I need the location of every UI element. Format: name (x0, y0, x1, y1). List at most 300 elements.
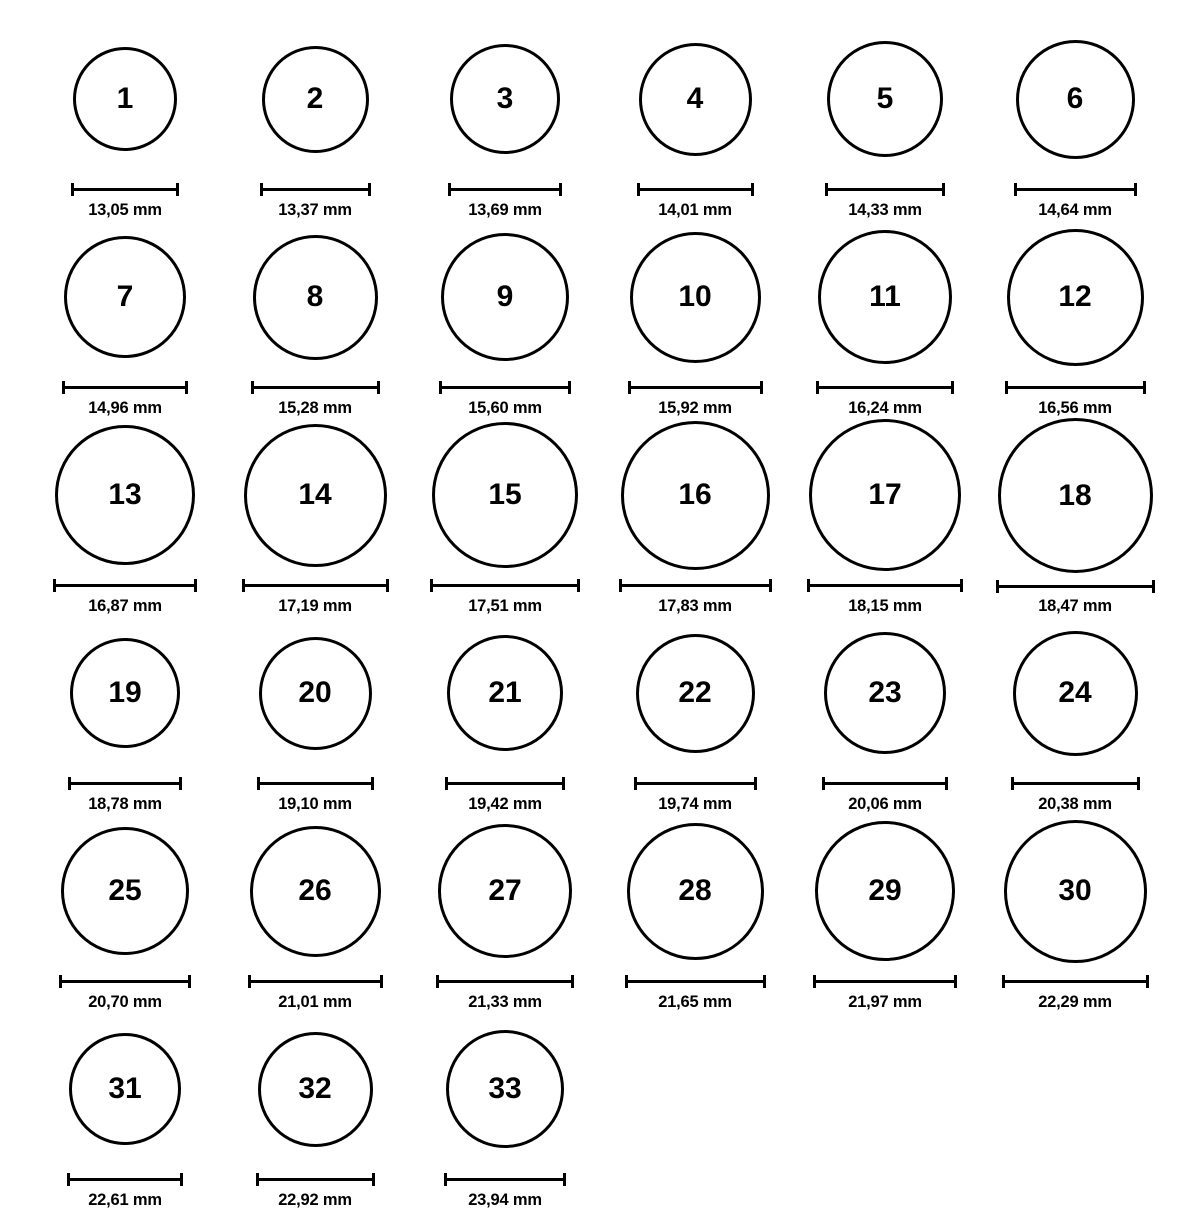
diameter-label: 18,78 mm (88, 795, 162, 813)
measure-bar-left-cap (59, 975, 62, 988)
measure-bar-right-cap (754, 777, 757, 790)
ring-size-cell[interactable] (410, 418, 600, 616)
measure-bar-right-cap (763, 975, 766, 988)
ring-size-cell[interactable] (410, 814, 600, 1012)
ring-circle[interactable] (630, 232, 761, 363)
measure-bar-line (807, 584, 963, 587)
ring-circle[interactable] (55, 425, 195, 565)
diameter-measure-bar (816, 381, 954, 393)
ring-size-number: 10 (678, 280, 712, 314)
measure-bar-line (448, 188, 562, 191)
ring-size-number: 3 (496, 82, 514, 116)
ring-circle[interactable] (250, 826, 381, 957)
measure-bar-line (1005, 386, 1146, 389)
size-row (30, 616, 1170, 814)
ring-size-cell[interactable] (410, 22, 600, 220)
diameter-label: 17,83 mm (658, 597, 732, 615)
size-row (30, 1012, 1170, 1210)
ring-size-cell[interactable] (220, 616, 410, 814)
diameter-label: 22,61 mm (88, 1191, 162, 1209)
ring-circle-wrapper (70, 616, 180, 770)
measure-bar-right-cap (945, 777, 948, 790)
measure-bar-line (628, 386, 763, 389)
diameter-measure-bar (628, 381, 763, 393)
ring-size-cell[interactable] (410, 1012, 600, 1210)
ring-circle-wrapper (446, 1012, 564, 1166)
diameter-label: 13,69 mm (468, 201, 542, 219)
ring-circle-wrapper (447, 616, 563, 770)
ring-size-number: 15 (488, 478, 522, 512)
measure-bar-left-cap (628, 381, 631, 394)
ring-circle-wrapper (824, 616, 946, 770)
diameter-label: 17,51 mm (468, 597, 542, 615)
ring-size-cell[interactable] (790, 22, 980, 220)
ring-size-number: 19 (108, 676, 142, 710)
ring-size-number: 7 (116, 280, 134, 314)
measure-bar-line (1002, 980, 1149, 983)
diameter-label: 19,74 mm (658, 795, 732, 813)
measure-bar-right-cap (380, 975, 383, 988)
diameter-measure-bar (448, 183, 562, 195)
diameter-label: 19,10 mm (278, 795, 352, 813)
diameter-label: 16,56 mm (1038, 399, 1112, 417)
diameter-label: 14,01 mm (658, 201, 732, 219)
diameter-measure-bar (1014, 183, 1137, 195)
measure-bar-line (619, 584, 772, 587)
measure-bar-left-cap (251, 381, 254, 394)
ring-circle[interactable] (244, 424, 387, 567)
ring-circle-wrapper (441, 220, 569, 374)
measure-bar-line (53, 584, 197, 587)
ring-circle[interactable] (73, 47, 177, 151)
measure-bar-line (251, 386, 380, 389)
measure-bar-left-cap (813, 975, 816, 988)
ring-circle-wrapper (809, 418, 961, 572)
ring-size-cell[interactable] (980, 22, 1170, 220)
measure-bar-line (996, 585, 1155, 588)
ring-circle-wrapper (253, 220, 378, 374)
measure-bar-right-cap (1143, 381, 1146, 394)
measure-bar-line (825, 188, 945, 191)
measure-bar-left-cap (248, 975, 251, 988)
ring-circle-wrapper (432, 418, 578, 572)
measure-bar-left-cap (242, 579, 245, 592)
diameter-measure-bar (436, 975, 574, 987)
measure-bar-left-cap (257, 777, 260, 790)
ring-circle-wrapper (450, 22, 560, 176)
measure-bar-right-cap (954, 975, 957, 988)
measure-bar-left-cap (1005, 381, 1008, 394)
measure-bar-line (260, 188, 371, 191)
ring-circle-wrapper (1013, 616, 1138, 770)
measure-bar-left-cap (445, 777, 448, 790)
measure-bar-left-cap (448, 183, 451, 196)
ring-size-cell[interactable] (980, 814, 1170, 1012)
ring-size-cell[interactable] (220, 1012, 410, 1210)
ring-size-cell[interactable] (790, 418, 980, 616)
ring-circle-wrapper (250, 814, 381, 968)
ring-size-number: 17 (868, 478, 902, 512)
measure-bar-line (68, 782, 182, 785)
measure-bar-line (59, 980, 191, 983)
ring-circle-wrapper (998, 418, 1153, 573)
measure-bar-left-cap (825, 183, 828, 196)
diameter-measure-bar (439, 381, 571, 393)
diameter-measure-bar (68, 777, 182, 789)
ring-circle-wrapper (55, 418, 195, 572)
measure-bar-left-cap (625, 975, 628, 988)
ring-size-number: 5 (876, 82, 894, 116)
measure-bar-left-cap (68, 777, 71, 790)
ring-circle[interactable] (253, 235, 378, 360)
diameter-measure-bar (1005, 381, 1146, 393)
ring-circle-wrapper (827, 22, 943, 176)
diameter-label: 20,70 mm (88, 993, 162, 1011)
diameter-measure-bar (242, 579, 389, 591)
ring-size-number: 1 (116, 82, 134, 116)
diameter-label: 13,05 mm (88, 201, 162, 219)
diameter-measure-bar (637, 183, 754, 195)
ring-size-cell[interactable] (600, 814, 790, 1012)
ring-size-cell[interactable] (30, 616, 220, 814)
ring-size-cell[interactable] (600, 616, 790, 814)
diameter-label: 23,94 mm (468, 1191, 542, 1209)
ring-size-number: 21 (488, 676, 522, 710)
diameter-label: 13,37 mm (278, 201, 352, 219)
diameter-label: 16,24 mm (848, 399, 922, 417)
measure-bar-left-cap (436, 975, 439, 988)
ring-size-cell[interactable] (30, 220, 220, 418)
measure-bar-right-cap (377, 381, 380, 394)
ring-circle-wrapper (438, 814, 572, 968)
diameter-measure-bar (1002, 975, 1149, 987)
measure-bar-right-cap (386, 579, 389, 592)
ring-circle-wrapper (69, 1012, 181, 1166)
measure-bar-left-cap (71, 183, 74, 196)
ring-size-number: 13 (108, 478, 142, 512)
measure-bar-right-cap (760, 381, 763, 394)
diameter-measure-bar (256, 1173, 375, 1185)
measure-bar-line (436, 980, 574, 983)
ring-size-number: 32 (298, 1072, 332, 1106)
ring-circle-wrapper (73, 22, 177, 176)
ring-circle[interactable] (259, 637, 372, 750)
ring-circle[interactable] (70, 638, 180, 748)
measure-bar-line (1014, 188, 1137, 191)
ring-circle[interactable] (1016, 40, 1135, 159)
ring-circle-wrapper (1007, 220, 1144, 374)
measure-bar-left-cap (1011, 777, 1014, 790)
diameter-label: 18,47 mm (1038, 597, 1112, 615)
diameter-label: 18,15 mm (848, 597, 922, 615)
ring-circle[interactable] (998, 418, 1153, 573)
ring-size-number: 11 (869, 280, 901, 314)
measure-bar-left-cap (822, 777, 825, 790)
diameter-label: 19,42 mm (468, 795, 542, 813)
ring-circle[interactable] (809, 419, 961, 571)
measure-bar-right-cap (1146, 975, 1149, 988)
diameter-measure-bar (619, 579, 772, 591)
measure-bar-line (248, 980, 383, 983)
measure-bar-right-cap (751, 183, 754, 196)
measure-bar-line (637, 188, 754, 191)
diameter-label: 22,29 mm (1038, 993, 1112, 1011)
ring-circle[interactable] (446, 1030, 564, 1148)
diameter-label: 16,87 mm (88, 597, 162, 615)
ring-circle[interactable] (639, 43, 752, 156)
ring-size-number: 9 (496, 280, 514, 314)
ring-size-cell[interactable] (790, 220, 980, 418)
ring-size-number: 30 (1058, 874, 1092, 908)
ring-circle-wrapper (815, 814, 955, 968)
ring-size-number: 31 (108, 1072, 142, 1106)
measure-bar-line (439, 386, 571, 389)
ring-circle[interactable] (818, 230, 952, 364)
diameter-measure-bar (634, 777, 757, 789)
ring-circle[interactable] (824, 632, 946, 754)
measure-bar-line (67, 1178, 183, 1181)
diameter-measure-bar (71, 183, 179, 195)
ring-circle[interactable] (438, 824, 572, 958)
diameter-measure-bar (251, 381, 380, 393)
measure-bar-left-cap (260, 183, 263, 196)
diameter-measure-bar (822, 777, 948, 789)
ring-size-number: 23 (868, 676, 902, 710)
measure-bar-right-cap (185, 381, 188, 394)
ring-size-number: 24 (1058, 676, 1092, 710)
measure-bar-line (634, 782, 757, 785)
measure-bar-left-cap (53, 579, 56, 592)
measure-bar-line (256, 1178, 375, 1181)
ring-size-cell[interactable] (30, 418, 220, 616)
ring-circle[interactable] (69, 1033, 181, 1145)
measure-bar-left-cap (62, 381, 65, 394)
ring-size-cell[interactable] (600, 418, 790, 616)
ring-size-cell[interactable] (220, 22, 410, 220)
measure-bar-left-cap (1002, 975, 1005, 988)
ring-size-cell[interactable] (410, 616, 600, 814)
diameter-measure-bar (59, 975, 191, 987)
size-row (30, 22, 1170, 220)
measure-bar-right-cap (371, 777, 374, 790)
ring-circle-wrapper (258, 1012, 373, 1166)
diameter-measure-bar (996, 580, 1155, 591)
ring-circle[interactable] (61, 827, 189, 955)
measure-bar-line (257, 782, 374, 785)
ring-circle-wrapper (636, 616, 755, 770)
ring-circle[interactable] (450, 44, 560, 154)
measure-bar-right-cap (960, 579, 963, 592)
ring-size-cell[interactable] (410, 220, 600, 418)
ring-circle[interactable] (1004, 820, 1147, 963)
measure-bar-right-cap (368, 183, 371, 196)
diameter-measure-bar (430, 579, 580, 591)
measure-bar-right-cap (188, 975, 191, 988)
ring-circle[interactable] (441, 233, 569, 361)
measure-bar-right-cap (179, 777, 182, 790)
ring-size-cell[interactable] (30, 814, 220, 1012)
size-row (30, 220, 1170, 418)
ring-circle-wrapper (61, 814, 189, 968)
measure-bar-right-cap (951, 381, 954, 394)
ring-size-cell[interactable] (980, 418, 1170, 616)
measure-bar-line (816, 386, 954, 389)
ring-circle[interactable] (815, 821, 955, 961)
measure-bar-left-cap (807, 579, 810, 592)
ring-circle-wrapper (259, 616, 372, 770)
measure-bar-left-cap (256, 1173, 259, 1186)
ring-size-cell[interactable] (600, 22, 790, 220)
measure-bar-left-cap (1014, 183, 1017, 196)
measure-bar-line (430, 584, 580, 587)
measure-bar-right-cap (176, 183, 179, 196)
ring-size-number: 18 (1058, 478, 1092, 512)
ring-circle-wrapper (1016, 22, 1135, 176)
ring-size-number: 8 (306, 280, 324, 314)
diameter-label: 14,33 mm (848, 201, 922, 219)
ring-size-number: 28 (678, 874, 712, 908)
diameter-label: 15,60 mm (468, 399, 542, 417)
diameter-measure-bar (444, 1173, 566, 1185)
ring-size-number: 26 (298, 874, 332, 908)
measure-bar-right-cap (1134, 183, 1137, 196)
ring-circle-wrapper (244, 418, 387, 572)
ring-circle[interactable] (1007, 229, 1144, 366)
ring-size-cell[interactable] (220, 814, 410, 1012)
measure-bar-right-cap (568, 381, 571, 394)
measure-bar-right-cap (559, 183, 562, 196)
diameter-measure-bar (248, 975, 383, 987)
measure-bar-left-cap (67, 1173, 70, 1186)
diameter-measure-bar (807, 579, 963, 591)
diameter-measure-bar (625, 975, 766, 987)
measure-bar-left-cap (637, 183, 640, 196)
measure-bar-right-cap (562, 777, 565, 790)
measure-bar-left-cap (430, 579, 433, 592)
diameter-label: 20,38 mm (1038, 795, 1112, 813)
diameter-label: 15,92 mm (658, 399, 732, 417)
ring-circle[interactable] (432, 422, 578, 568)
ring-size-cell[interactable] (220, 220, 410, 418)
measure-bar-line (625, 980, 766, 983)
ring-circle-wrapper (1004, 814, 1147, 968)
diameter-measure-bar (825, 183, 945, 195)
ring-circle-wrapper (630, 220, 761, 374)
ring-circle[interactable] (258, 1032, 373, 1147)
ring-size-cell[interactable] (600, 220, 790, 418)
measure-bar-left-cap (439, 381, 442, 394)
ring-size-cell[interactable] (790, 616, 980, 814)
diameter-measure-bar (260, 183, 371, 195)
ring-circle-wrapper (621, 418, 770, 572)
ring-circle[interactable] (827, 41, 943, 157)
diameter-label: 21,97 mm (848, 993, 922, 1011)
measure-bar-line (62, 386, 188, 389)
measure-bar-right-cap (180, 1173, 183, 1186)
ring-size-cell[interactable] (220, 418, 410, 616)
measure-bar-right-cap (1137, 777, 1140, 790)
ring-size-number: 22 (678, 676, 712, 710)
ring-size-cell[interactable] (790, 814, 980, 1012)
ring-circle[interactable] (636, 634, 755, 753)
ring-size-number: 33 (488, 1072, 522, 1106)
ring-size-number: 6 (1066, 82, 1084, 116)
ring-circle-wrapper (818, 220, 952, 374)
measure-bar-right-cap (194, 579, 197, 592)
measure-bar-right-cap (769, 579, 772, 592)
measure-bar-line (813, 980, 957, 983)
diameter-measure-bar (53, 579, 197, 591)
ring-circle[interactable] (262, 46, 369, 153)
measure-bar-line (822, 782, 948, 785)
measure-bar-right-cap (372, 1173, 375, 1186)
diameter-measure-bar (67, 1173, 183, 1185)
diameter-measure-bar (62, 381, 188, 393)
diameter-measure-bar (445, 777, 565, 789)
diameter-label: 14,96 mm (88, 399, 162, 417)
ring-size-number: 25 (108, 874, 142, 908)
ring-size-number: 2 (306, 82, 324, 116)
measure-bar-line (1011, 782, 1140, 785)
measure-bar-right-cap (571, 975, 574, 988)
measure-bar-right-cap (563, 1173, 566, 1186)
measure-bar-left-cap (619, 579, 622, 592)
ring-size-number: 4 (686, 82, 704, 116)
diameter-measure-bar (813, 975, 957, 987)
ring-size-cell[interactable] (980, 220, 1170, 418)
measure-bar-right-cap (577, 579, 580, 592)
diameter-label: 21,33 mm (468, 993, 542, 1011)
measure-bar-right-cap (942, 183, 945, 196)
ring-size-number: 12 (1058, 280, 1092, 314)
measure-bar-right-cap (1152, 580, 1155, 593)
ring-size-cell[interactable] (30, 1012, 220, 1210)
ring-size-cell[interactable] (30, 22, 220, 220)
ring-circle[interactable] (64, 236, 186, 358)
size-row (30, 814, 1170, 1012)
measure-bar-line (242, 584, 389, 587)
ring-circle-wrapper (639, 22, 752, 176)
measure-bar-left-cap (816, 381, 819, 394)
ring-size-number: 16 (678, 478, 712, 512)
ring-circle[interactable] (447, 635, 563, 751)
ring-circle-wrapper (262, 22, 369, 176)
diameter-label: 21,65 mm (658, 993, 732, 1011)
ring-circle[interactable] (1013, 631, 1138, 756)
diameter-measure-bar (257, 777, 374, 789)
ring-circle-wrapper (627, 814, 764, 968)
size-row (30, 418, 1170, 616)
ring-size-number: 20 (298, 676, 332, 710)
ring-circle[interactable] (627, 823, 764, 960)
measure-bar-line (445, 782, 565, 785)
ring-size-cell[interactable] (980, 616, 1170, 814)
diameter-label: 22,92 mm (278, 1191, 352, 1209)
diameter-measure-bar (1011, 777, 1140, 789)
diameter-label: 17,19 mm (278, 597, 352, 615)
ring-size-number: 27 (488, 874, 522, 908)
measure-bar-line (71, 188, 179, 191)
measure-bar-left-cap (634, 777, 637, 790)
diameter-label: 15,28 mm (278, 399, 352, 417)
ring-circle-wrapper (64, 220, 186, 374)
diameter-label: 21,01 mm (278, 993, 352, 1011)
ring-circle[interactable] (621, 421, 770, 570)
ring-size-number: 29 (868, 874, 902, 908)
measure-bar-left-cap (444, 1173, 447, 1186)
measure-bar-line (444, 1178, 566, 1181)
diameter-label: 20,06 mm (848, 795, 922, 813)
